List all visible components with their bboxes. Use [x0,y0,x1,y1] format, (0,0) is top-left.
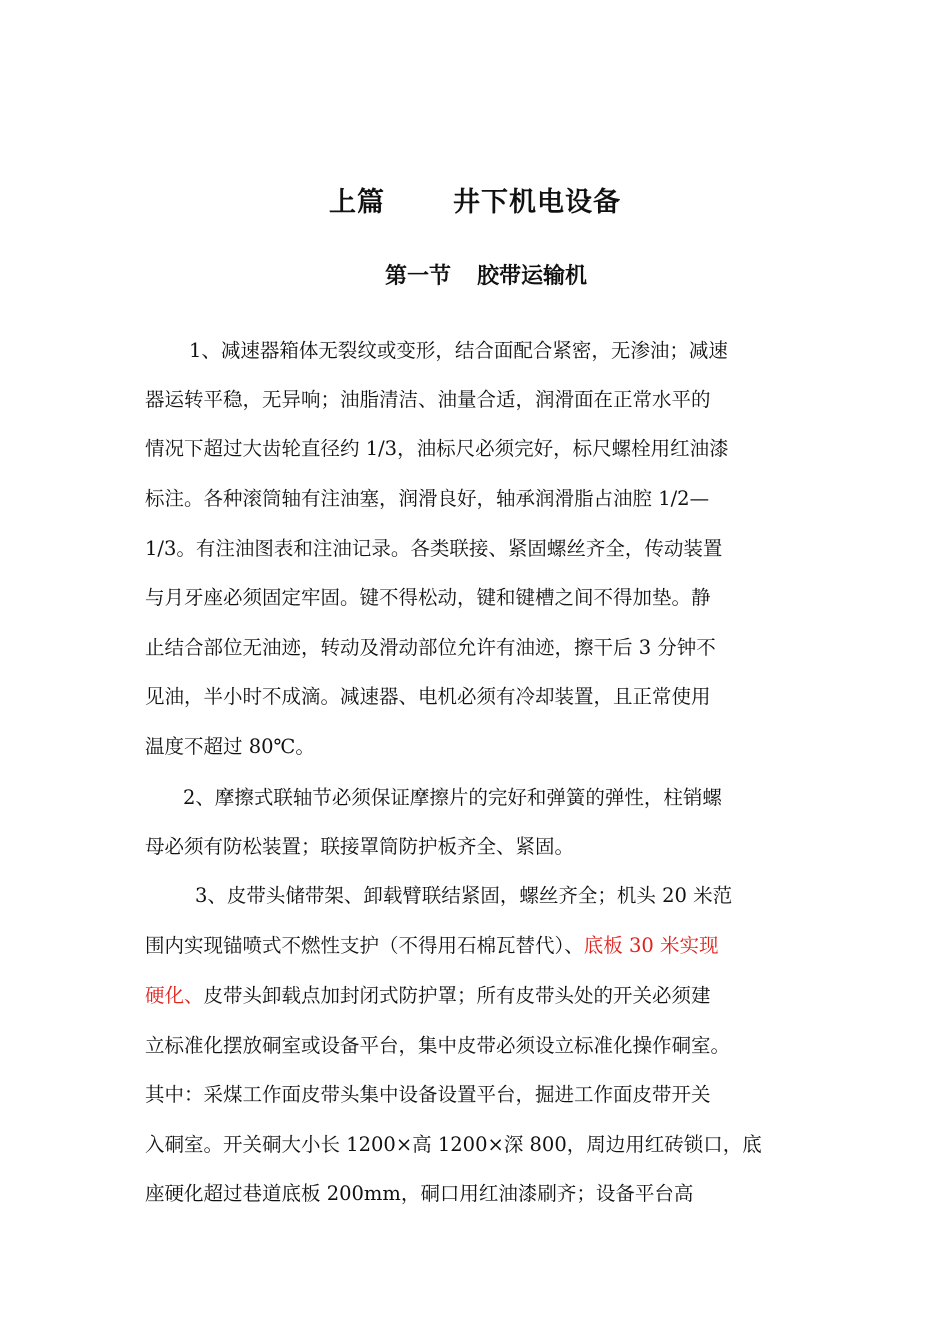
page-title [0,180,950,219]
paragraph-line: 情况下超过大齿轮直径约 1/3，油标尺必须完好，标尺螺栓用红油漆 [145,437,729,460]
paragraph-line: 立标准化摆放硐室或设备平台，集中皮带必须设立标准化操作硐室。 [145,1034,731,1057]
paragraph-line: 标注。各种滚筒轴有注油塞，润滑良好，轴承润滑脂占油腔 1/2— [145,487,710,510]
paragraph-line: 3、皮带头储带架、卸载臂联结紧固，螺丝齐全；机头 20 米范 [195,884,733,907]
title-part-1: 上篇 [329,187,385,218]
paragraph-line: 见油，半小时不成滴。减速器、电机必须有冷却装置，且正常使用 [145,685,711,708]
paragraph-line: 其中：采煤工作面皮带头集中设备设置平台，掘进工作面皮带开关 [145,1083,711,1106]
section-name: 胶带运输机 [477,264,588,289]
section-number: 第一节 [384,264,451,289]
paragraph-line: 温度不超过 80℃。 [145,735,315,758]
paragraph-line: 1、减速器箱体无裂纹或变形，结合面配合紧密，无渗油；减速 [189,339,728,362]
highlighted-text: 硬化、 [145,984,204,1007]
paragraph-line: 1/3。有注油图表和注油记录。各类联接、紧固螺丝齐全，传动装置 [145,537,723,560]
paragraph-line: 入硐室。开关硐大小长 1200×高 1200×深 800，周边用红砖锁口，底 [145,1133,762,1156]
title-part-2: 井下机电设备 [453,187,621,218]
paragraph-line: 止结合部位无油迹，转动及滑动部位允许有油迹，擦干后 3 分钟不 [145,636,716,659]
paragraph-line: 器运转平稳，无异响；油脂清洁、油量合适，润滑面在正常水平的 [145,388,711,411]
paragraph-line: 母必须有防松装置；联接罩筒防护板齐全、紧固。 [145,835,575,858]
line-text: 皮带头卸载点加封闭式防护罩；所有皮带头处的开关必须建 [203,984,711,1007]
paragraph-line [145,931,810,961]
paragraph-line: 2、摩擦式联轴节必须保证摩擦片的完好和弹簧的弹性，柱销螺 [183,786,722,809]
highlighted-text: 底板 30 米实现 [583,934,719,957]
section-heading [0,259,950,290]
paragraph-line [145,981,810,1011]
paragraph-line: 与月牙座必须固定牢固。键不得松动，键和键槽之间不得加垫。静 [145,586,711,609]
paragraph-line: 座硬化超过巷道底板 200mm，硐口用红油漆刷齐；设备平台高 [145,1182,694,1205]
line-text: 围内实现锚喷式不燃性支护（不得用石棉瓦替代）、 [145,934,584,957]
